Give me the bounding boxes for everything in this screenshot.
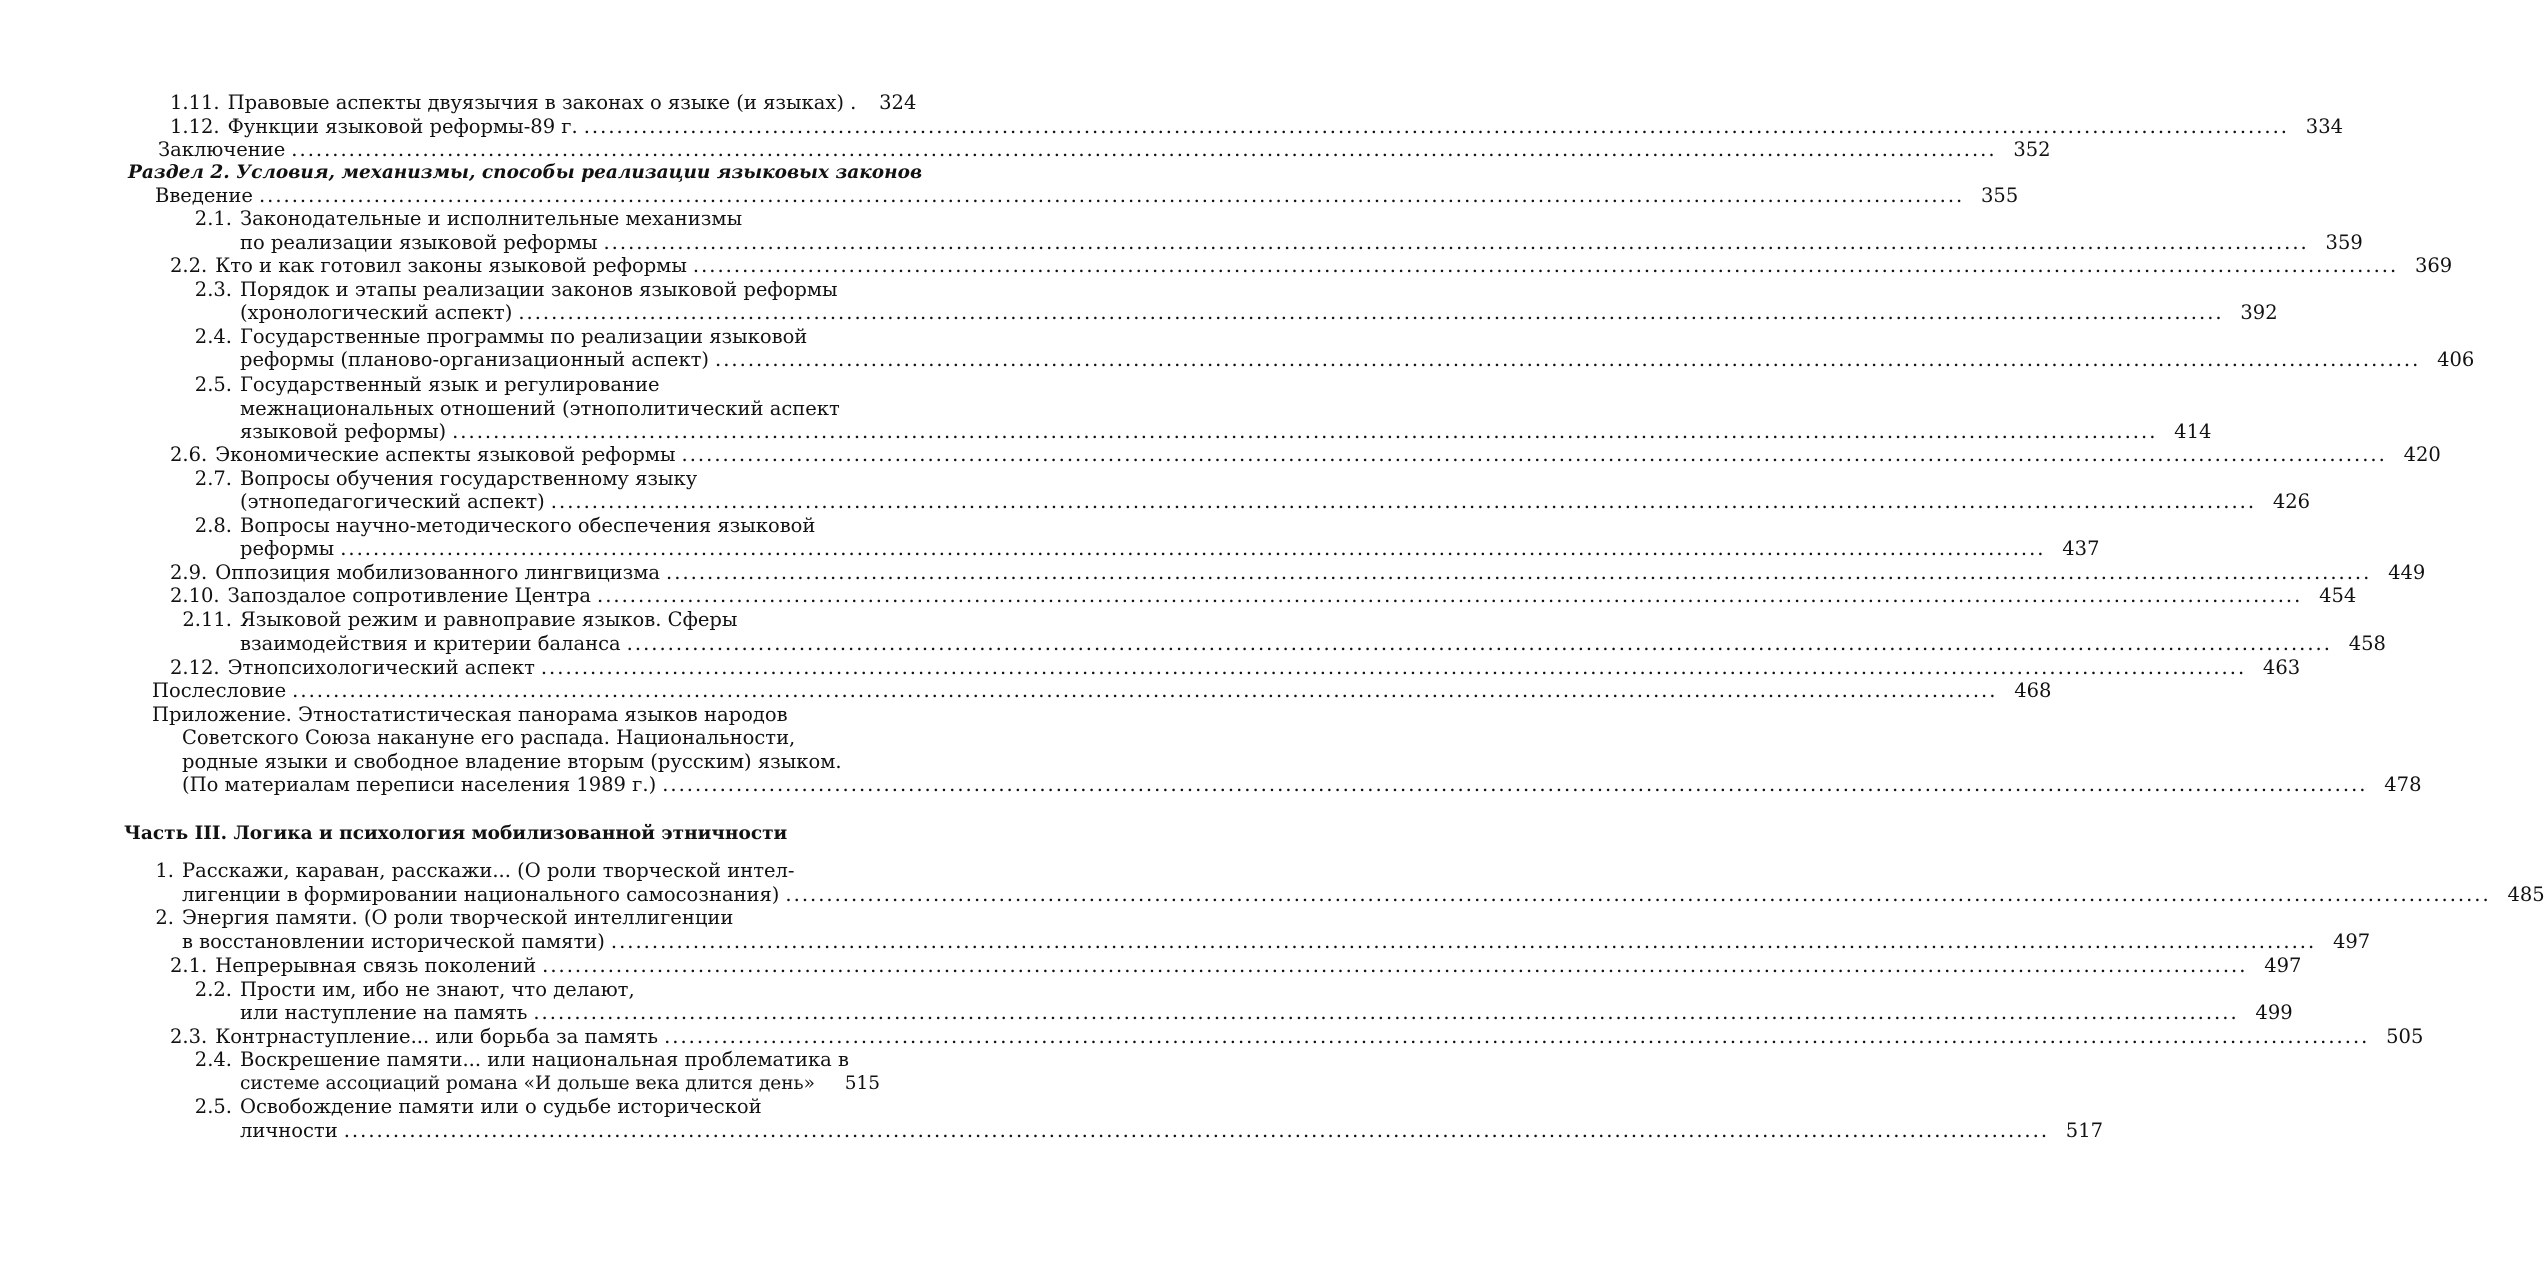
leader-dots: ................................................................................................................................................................................................................: [340, 537, 2046, 560]
toc-entry-2-9: [170, 561, 2426, 585]
entry-page: 499: [2255, 1001, 2293, 1024]
entry-number: 2.3.: [170, 1025, 208, 1048]
toc-entry-1-11: [170, 91, 917, 115]
leader-dots: ................................................................................................................................................................................................................: [597, 584, 2303, 607]
leader-dots: ................................................................................................................................................................................................................: [292, 679, 1998, 702]
entry-page: 359: [2325, 231, 2363, 254]
entry-page: 454: [2319, 584, 2357, 607]
entry-title: личности: [240, 1119, 338, 1142]
toc-entry-2-11-line1: [170, 608, 870, 632]
entry-title: Расскажи, караван, расскажи... (О роли творческой интел-: [182, 859, 795, 882]
entry-title: языковой реформы): [240, 420, 447, 443]
entry-title: Правовые аспекты двуязычия в законах о языке (и языках) .: [227, 91, 857, 114]
entry-page: 414: [2174, 420, 2212, 443]
entry-title: лигенции в формировании национального самосознания): [182, 883, 780, 906]
entry-title: Вопросы обучения государственному языку: [240, 467, 698, 490]
entry-page: 324: [879, 91, 917, 114]
toc-entry-p3-2-3: [170, 1025, 2424, 1049]
leader-dots: ................................................................................................................................................................................................................: [681, 443, 2387, 466]
toc-entry-2-5-line2: [240, 397, 880, 421]
toc-entry-appendix-line2: Советского Союза накануне его распада. Национальности,: [182, 726, 796, 749]
entry-page: 515: [844, 1073, 880, 1094]
toc-entry-p3-2-2-line1: [170, 978, 880, 1002]
entry-number: 2.2.: [170, 254, 208, 277]
toc-entry-2-2: [170, 254, 2453, 278]
entry-title: Законодательные и исполнительные механизмы: [240, 207, 743, 230]
entry-title: Заключение: [158, 138, 286, 161]
entry-title: Этнопсихологический аспект: [227, 656, 535, 679]
entry-title: Освобождение памяти или о судьбе исторической: [240, 1095, 762, 1118]
entry-title: межнациональных отношений (этнополитический аспект: [240, 397, 840, 420]
leader-dots: ................................................................................................................................................................................................................: [664, 1025, 2370, 1048]
entry-number: 2.1.: [194, 207, 232, 230]
entry-title: Функции языковой реформы-89 г.: [227, 115, 578, 138]
toc-entry-2-12: [170, 656, 2301, 680]
entry-page: 420: [2403, 443, 2441, 466]
entry-title: Кто и как готовил законы языковой реформы: [215, 254, 687, 277]
toc-entry-2-11-line2: [240, 632, 2386, 656]
entry-title: в восстановлении исторической памяти): [182, 930, 605, 953]
entry-number: 1.12.: [170, 115, 220, 138]
entry-page: 392: [2240, 301, 2278, 324]
toc-entry-afterword: [152, 679, 2052, 703]
toc-entry-p3-2-1: [170, 954, 2302, 978]
entry-title: (По материалам переписи населения 1989 г.): [182, 773, 657, 796]
entry-title: Воскрешение памяти... или национальная проблематика в: [240, 1048, 849, 1071]
entry-number: 2.12.: [170, 656, 220, 679]
leader-dots: ................................................................................................................................................................................................................: [715, 348, 2421, 371]
entry-page: 437: [2062, 537, 2100, 560]
entry-page: 463: [2262, 656, 2301, 679]
leader-dots: ................................................................................................................................................................................................................: [626, 632, 2332, 655]
entry-title: Порядок и этапы реализации законов языковой реформы: [240, 278, 838, 301]
section-2-heading: Раздел 2. Условия, механизмы, способы реализации языковых законов: [128, 162, 923, 183]
entry-title: системе ассоциаций романа «И дольше века длится день»: [240, 1073, 815, 1094]
toc-entry-2-3-line2: [240, 301, 2278, 325]
toc-entry-conclusion: [158, 138, 2051, 162]
entry-page: 468: [2014, 679, 2052, 702]
entry-title: или наступление на память: [240, 1001, 528, 1024]
entry-number: 2.8.: [194, 514, 232, 537]
toc-entry-2-4-line1: [170, 325, 870, 349]
entry-number: 2.6.: [170, 443, 208, 466]
leader-dots: ................................................................................................................................................................................................................: [540, 656, 2247, 679]
entry-page: 355: [1981, 184, 2019, 207]
toc-entry-2-1-line1: [170, 207, 870, 231]
entry-number: 2.2.: [194, 978, 232, 1001]
toc-entry-2-10: [170, 584, 2357, 608]
leader-dots: ................................................................................................................................................................................................................: [583, 115, 2290, 138]
entry-page: 517: [2065, 1119, 2104, 1142]
entry-title: Непрерывная связь поколений: [215, 954, 537, 977]
toc-entry-p3-2-5-line1: [170, 1095, 880, 1119]
toc-entry-2-8-line2: [240, 537, 2100, 561]
entry-title: Оппозиция мобилизованного лингвицизма: [215, 561, 661, 584]
entry-number: 1.11.: [170, 91, 220, 114]
entry-title: Введение: [155, 184, 253, 207]
entry-page: 449: [2388, 561, 2426, 584]
entry-page: 426: [2272, 490, 2311, 513]
toc-entry-p3-1-line2: [182, 883, 2545, 907]
leader-dots: ................................................................................................................................................................................................................: [692, 254, 2399, 277]
entry-title: Запоздалое сопротивление Центра: [227, 584, 592, 607]
entry-title: Языковой режим и равноправие языков. Сферы: [240, 608, 738, 631]
leader-dots: ................................................................................................................................................................................................................: [258, 184, 1965, 207]
toc-entry-p3-2-line2: [182, 930, 2371, 954]
leader-dots: ................................................................................................................................................................................................................: [785, 883, 2491, 906]
toc-entry-1-12: [170, 115, 2344, 139]
entry-number: 2.3.: [194, 278, 232, 301]
entry-title: Государственные программы по реализации языковой: [240, 325, 808, 348]
entry-title: по реализации языковой реформы: [240, 231, 598, 254]
toc-entry-p3-2-4-line1: [170, 1048, 880, 1072]
toc-entry-2-4-line2: [240, 348, 2475, 372]
entry-title: (хронологический аспект): [240, 301, 513, 324]
leader-dots: ................................................................................................................................................................................................................: [343, 1119, 2050, 1142]
entry-title: (этнопедагогический аспект): [240, 490, 545, 513]
entry-number: 2.5.: [194, 1095, 232, 1118]
entry-number: 2.11.: [182, 608, 232, 631]
toc-entry-p3-2-5-line2: [240, 1119, 2104, 1143]
toc-entry-2-5-line3: [240, 420, 2212, 444]
toc-entry-appendix-line3: родные языки и свободное владение вторым (русским) языком.: [182, 750, 842, 773]
toc-entry-p3-2-4-line2: [240, 1072, 880, 1096]
entry-title: Послесловие: [152, 679, 287, 702]
leader-dots: ................................................................................................................................................................................................................: [603, 231, 2309, 254]
entry-page: 352: [2013, 138, 2051, 161]
entry-page: 505: [2386, 1025, 2424, 1048]
toc-entry-p3-2-line1: [130, 906, 880, 930]
leader-dots: ................................................................................................................................................................................................................: [452, 420, 2158, 443]
entry-title: реформы: [240, 537, 335, 560]
toc-entry-2-5-line1: [170, 373, 870, 397]
entry-number: 2.10.: [170, 584, 220, 607]
entry-title: реформы (планово-организационный аспект): [240, 348, 710, 371]
leader-dots: ................................................................................................................................................................................................................: [533, 1001, 2239, 1024]
leader-dots: ................................................................................................................................................................................................................: [542, 954, 2248, 977]
toc-entry-p3-2-2-line2: [240, 1001, 2293, 1025]
entry-page: 458: [2348, 632, 2386, 655]
entry-number: 2.: [155, 906, 174, 929]
entry-title: Контрнаступление... или борьба за память: [215, 1025, 659, 1048]
entry-number: 2.9.: [170, 561, 208, 584]
entry-title: Прости им, ибо не знают, что делают,: [240, 978, 635, 1001]
toc-entry-appendix-line1: Приложение. Этностатистическая панорама языков народов: [152, 703, 788, 726]
entry-page: 497: [2332, 930, 2371, 953]
entry-page: 485: [2507, 883, 2545, 906]
toc-entry-2-8-line1: [170, 514, 870, 538]
entry-number: 2.1.: [170, 954, 208, 977]
leader-dots: ................................................................................................................................................................................................................: [291, 138, 1997, 161]
leader-dots: ................................................................................................................................................................................................................: [550, 490, 2257, 513]
toc-entry-2-7-line1: [170, 467, 870, 491]
entry-page: 406: [2437, 348, 2475, 371]
entry-title: Энергия памяти. (О роли творческой интеллигенции: [182, 906, 734, 929]
toc-entry-2-7-line2: [240, 490, 2311, 514]
entry-number: 1.: [155, 859, 174, 882]
entry-title: Государственный язык и регулирование: [240, 373, 660, 396]
entry-title: Экономические аспекты языковой реформы: [215, 443, 676, 466]
entry-number: 2.4.: [194, 325, 232, 348]
toc-entry-appendix-line4: [182, 773, 2422, 797]
part-3-heading: Часть III. Логика и психология мобилизованной этничности: [124, 823, 788, 844]
toc-entry-2-3-line1: [170, 278, 870, 302]
entry-number: 2.5.: [194, 373, 232, 396]
entry-page: 334: [2305, 115, 2344, 138]
leader-dots: ................................................................................................................................................................................................................: [518, 301, 2224, 324]
toc-entry-introduction: [155, 184, 2019, 208]
leader-dots: ................................................................................................................................................................................................................: [610, 930, 2317, 953]
toc-entry-2-1-line2: [240, 231, 2363, 255]
entry-title: взаимодействия и критерии баланса: [240, 632, 621, 655]
entry-page: 369: [2414, 254, 2453, 277]
entry-number: 2.7.: [194, 467, 232, 490]
entry-number: 2.4.: [194, 1048, 232, 1071]
entry-page: 497: [2264, 954, 2302, 977]
toc-entry-p3-1-line1: [130, 859, 880, 883]
leader-dots: ................................................................................................................................................................................................................: [666, 561, 2372, 584]
toc-entry-2-6: [170, 443, 2441, 467]
leader-dots: ................................................................................................................................................................................................................: [662, 773, 2368, 796]
entry-page: 478: [2384, 773, 2422, 796]
entry-title: Вопросы научно-методического обеспечения языковой: [240, 514, 816, 537]
